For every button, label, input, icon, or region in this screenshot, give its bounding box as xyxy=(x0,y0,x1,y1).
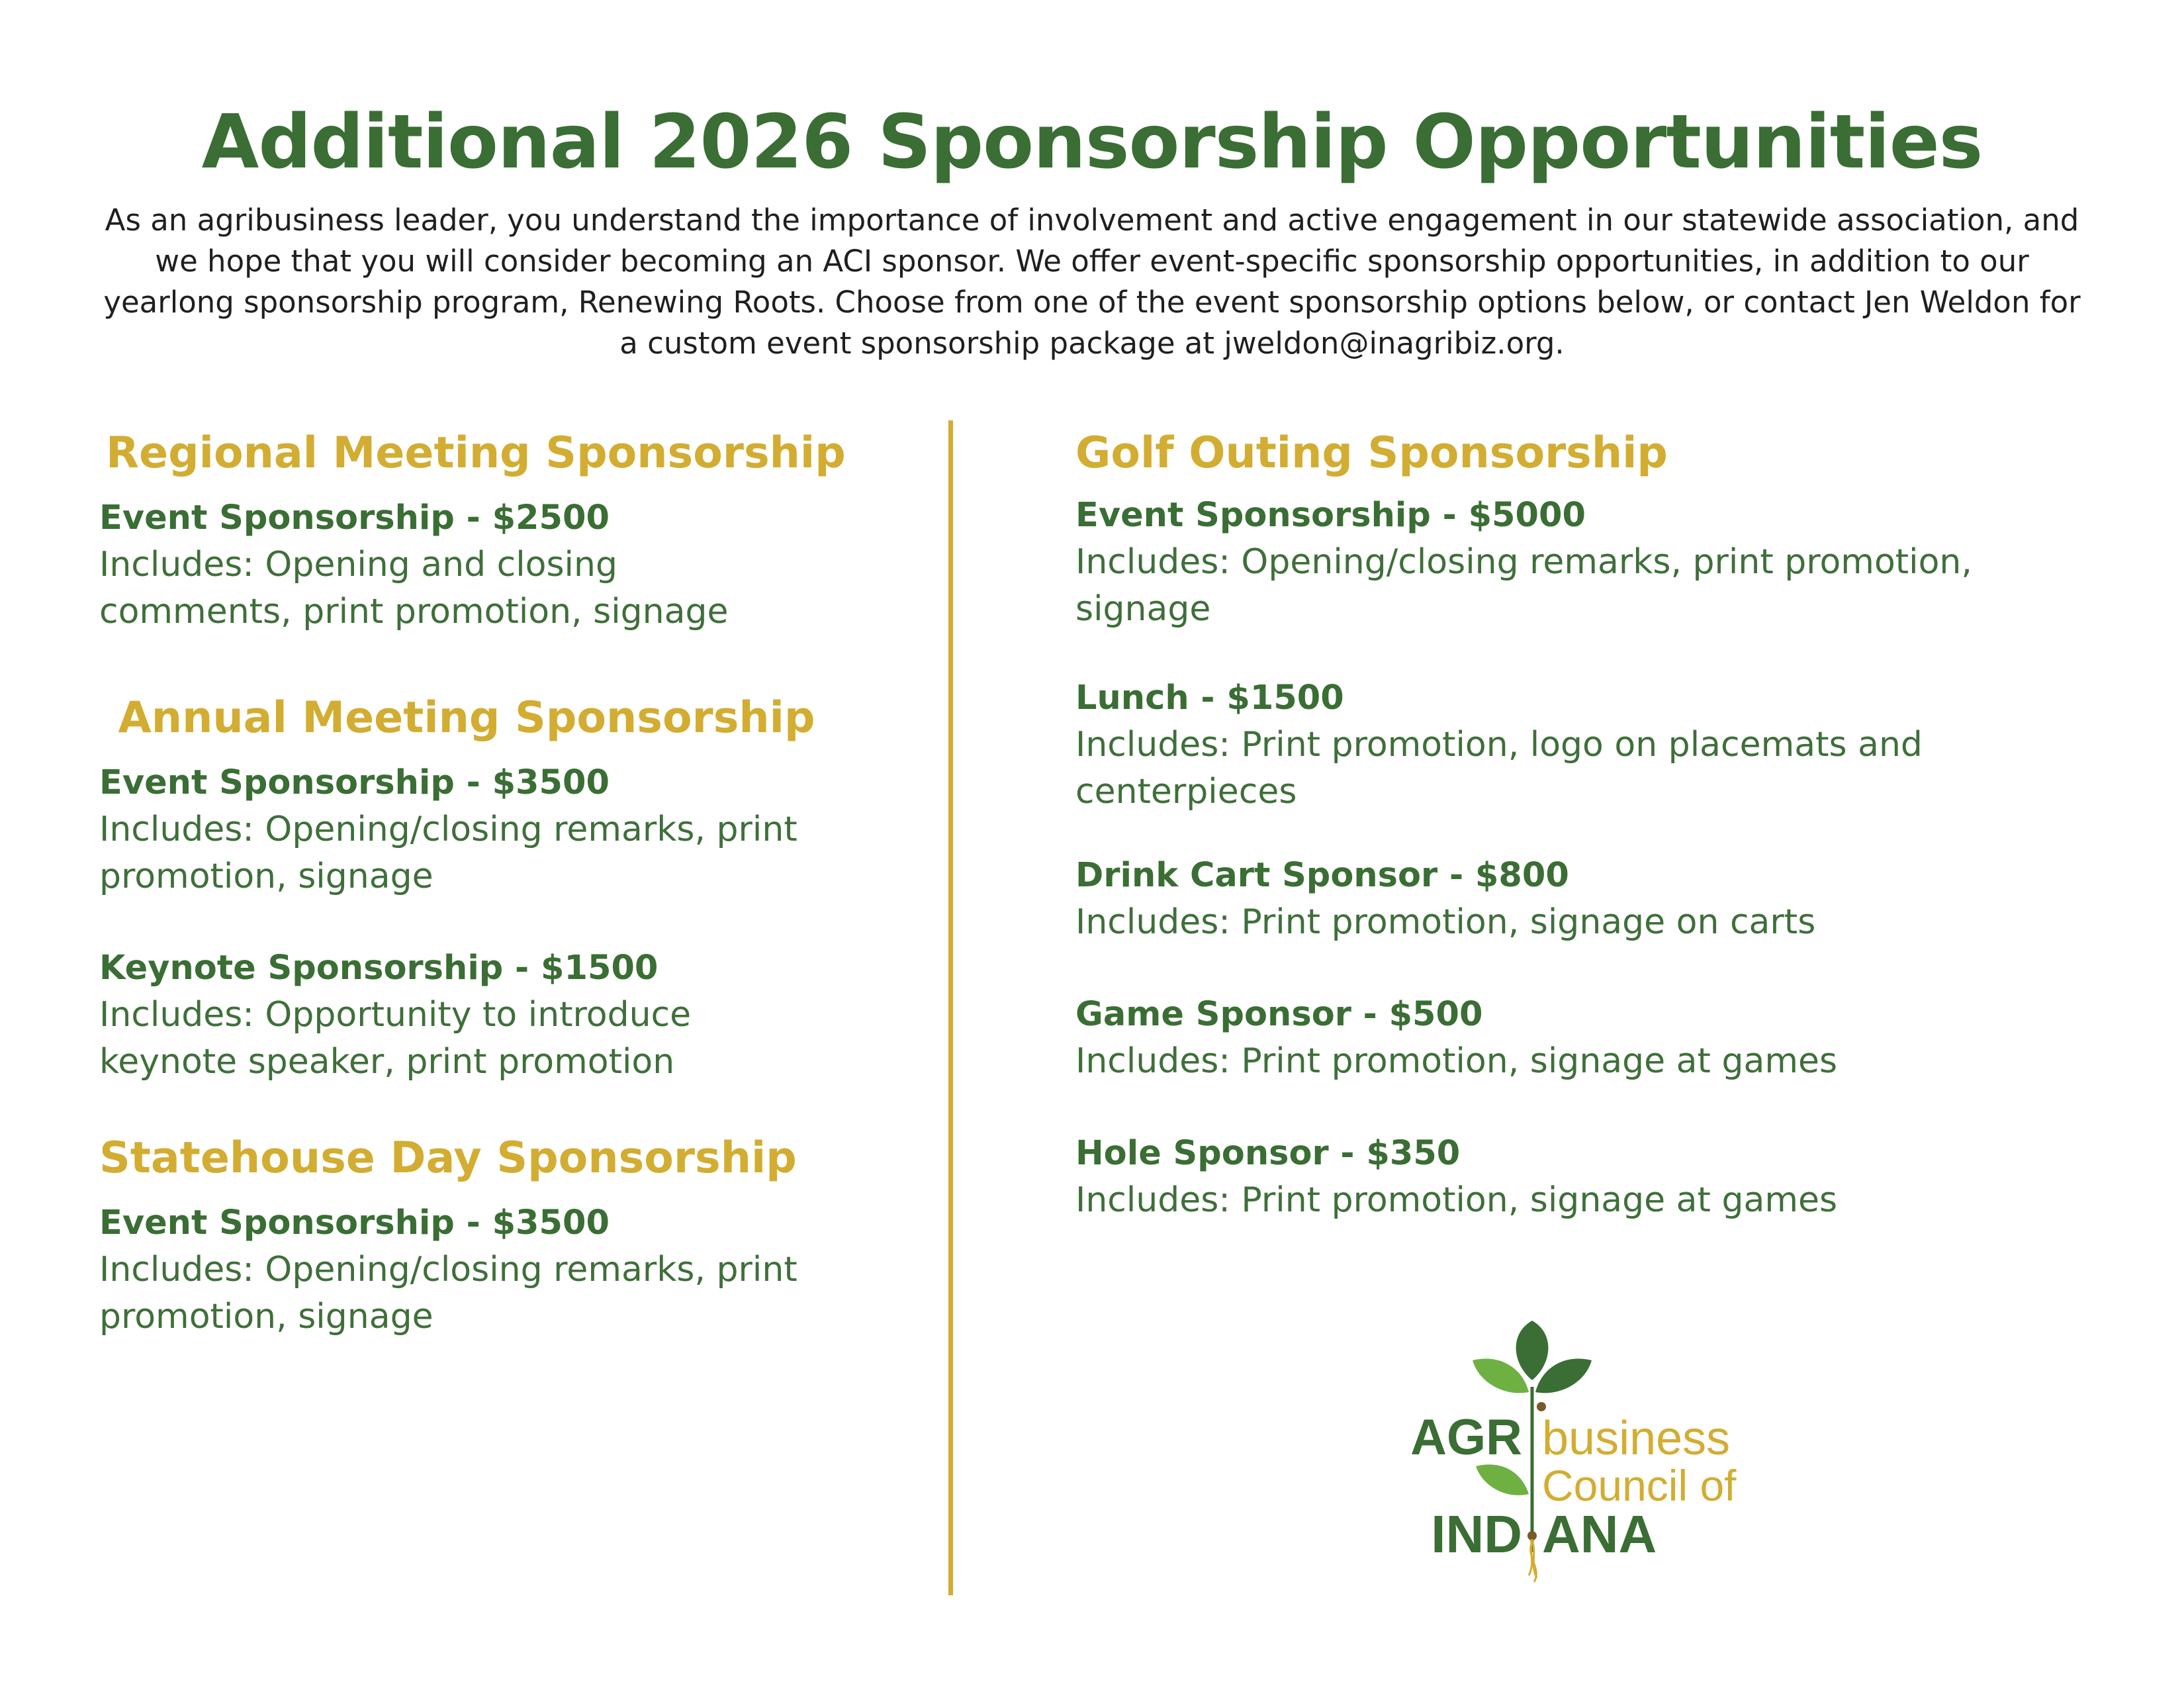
golf-outing-section xyxy=(1075,424,2108,1224)
page-title: Additional 2026 Sponsorship Opportunities xyxy=(201,99,1983,185)
item-description: Includes: Opening/closing remarks, print promotion, signage xyxy=(1075,542,1972,629)
logo-text-business: business xyxy=(1542,1412,1731,1465)
item-title: Keynote Sponsorship - $1500 xyxy=(99,949,659,988)
item-title: Drink Cart Sponsor - $800 xyxy=(1075,856,1569,895)
item-description: Includes: Print promotion, signage at games xyxy=(1075,1180,1838,1220)
agribusiness-council-logo xyxy=(1410,1307,1737,1599)
logo-root-dot xyxy=(1527,1531,1537,1540)
logo-text-ind: IND xyxy=(1431,1505,1522,1564)
item-description: Includes: Opening/closing remarks, print promotion, signage xyxy=(99,1250,797,1336)
item-description: Includes: Opening/closing remarks, print promotion, signage xyxy=(99,810,797,896)
section-title-annual: Annual Meeting Sponsorship xyxy=(118,693,815,743)
logo-top-leaf xyxy=(1516,1321,1549,1380)
item-description: Includes: Print promotion, signage at games xyxy=(1075,1041,1838,1081)
item-title: Event Sponsorship - $3500 xyxy=(99,763,610,802)
section-title-golf: Golf Outing Sponsorship xyxy=(1075,428,1668,478)
logo-text-council: Council of xyxy=(1542,1461,1737,1510)
item-title: Hole Sponsor - $350 xyxy=(1075,1134,1461,1173)
item-title: Event Sponsorship - $3500 xyxy=(99,1203,610,1243)
left-column xyxy=(99,424,913,1340)
item-title: Event Sponsorship - $5000 xyxy=(1075,496,1586,535)
item-title: Game Sponsor - $500 xyxy=(1075,995,1483,1034)
logo-text-agr: AGR xyxy=(1410,1409,1522,1466)
item-description: Includes: Opportunity to introduce keynote speaker, print promotion xyxy=(99,995,692,1082)
logo-text-ana: ANA xyxy=(1542,1505,1657,1564)
item-description: Includes: Opening and closing comments, print promotion, signage xyxy=(99,545,729,632)
item-description: Includes: Print promotion, signage on carts xyxy=(1075,902,1816,942)
item-title: Lunch - $1500 xyxy=(1075,679,1344,718)
item-description: Includes: Print promotion, logo on placemats and centerpieces xyxy=(1075,725,1923,812)
item-title: Event Sponsorship - $2500 xyxy=(99,498,610,538)
logo-lower-leaf xyxy=(1476,1464,1529,1495)
section-title-regional: Regional Meeting Sponsorship xyxy=(106,428,846,478)
column-divider xyxy=(948,420,953,1595)
intro-paragraph: As an agribusiness leader, you understand the importance of involvement and active engagement in our statewide association, and we hope that you will consider becoming an ACI sponsor. We offer event-specific sponsorship opportunities, in addition to our yearlong sponsorship program, Renewing Roots. Choose from one of the event sponsorship options below, or contact Jen Weldon for a custom event sponsorship package at jweldon@inagribiz.org. xyxy=(103,203,2081,361)
statehouse-day-section xyxy=(99,1129,913,1340)
section-title-statehouse: Statehouse Day Sponsorship xyxy=(99,1133,797,1183)
logo-roots xyxy=(1529,1539,1537,1582)
annual-meeting-section xyxy=(99,688,913,1086)
logo-seed-dot xyxy=(1537,1402,1546,1411)
regional-meeting-section xyxy=(99,424,913,635)
right-column xyxy=(1075,424,2108,1224)
